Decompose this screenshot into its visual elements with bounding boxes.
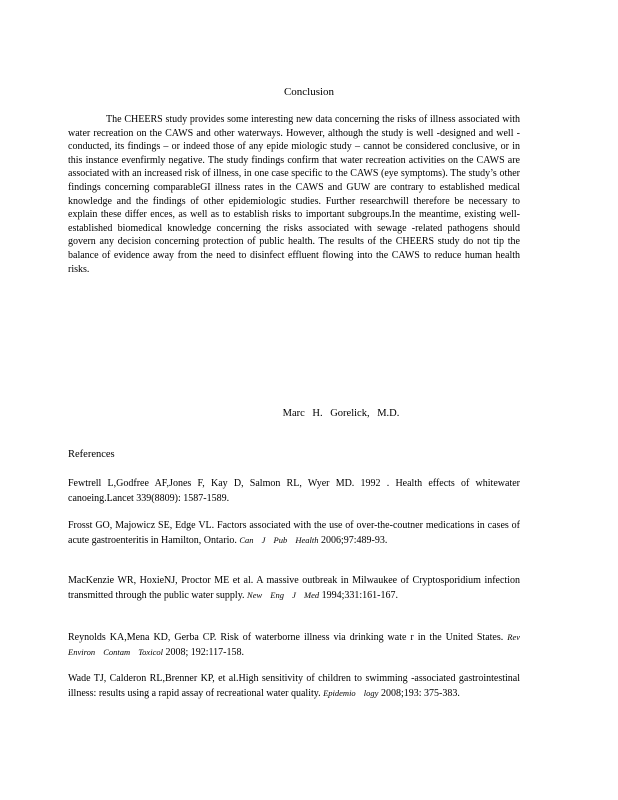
reference-text: Wade TJ, Calderon RL,Brenner KP, et al.High sensitivity of children to swimming -associated gastrointestinal illness: results using a rapid assay of recreational water quality. (68, 673, 520, 699)
reference-text: Reynolds KA,Mena KD, Gerba CP. Risk of waterborne illness via drinking wate r in the United States. (68, 632, 508, 643)
reference-journal: Can J Pub Health (239, 535, 319, 545)
reference-text: Frosst GO, Majowicz SE, Edge VL. Factors associated with the use of over-the-coutner medications in cases of acute gastroenteritis in Hamilton, Ontario. (68, 520, 520, 546)
reference-citation: 2008; 192:117-158. (162, 647, 244, 658)
reference-item (68, 519, 520, 548)
reference-text: Fewtrell L,Godfree AF,Jones F, Kay D, Salmon RL, Wyer MD. 1992 . Health effects of whitewater canoeing.Lancet 339(8809): 1587-1589. (68, 478, 520, 504)
references-heading: References (68, 449, 115, 460)
section-heading: Conclusion (283, 86, 335, 98)
author-signature: Marc H. Gorelick, M.D. (282, 408, 400, 419)
reference-item (68, 672, 520, 701)
reference-journal: New Eng J Med (247, 590, 320, 600)
reference-item (68, 477, 520, 506)
reference-item (68, 574, 520, 603)
reference-citation: 2008;193: 375-383. (378, 688, 460, 699)
conclusion-paragraph: The CHEERS study provides some interesting new data concerning the risks of illness associated with water recreation on the CAWS and other waterways. However, although the study is well -designed and well -conducted, its findings – or indeed those of any epide miologic study – cannot be considered conclusive, or in this instance evenfirmly negative. The study findings confirm that water recreation activities on the CAWS are associated with an increased risk of illness, in one case specific to the CAWS (eye symptoms). The study’s other findings concerning comparableGI illness rates in the CAWS and GUW are contrary to established medical knowledge and the findings of other epidemiologic studies. Further researchwill therefore be necessary to explain these differ ences, as well as to establish risks to important subgroups.In the meantime, existing well-established biomedical knowledge concerning the risks associated with sewage -related pathogens should govern any decision concerning protection of public health. The results of the CHEERS study do not tip the balance of evidence away from the need to disinfect effluent flowing into the CAWS to reduce human health risks. (68, 114, 520, 275)
reference-item (68, 630, 520, 660)
reference-citation: 1994;331:161-167. (319, 590, 398, 601)
reference-journal: Rev Environ Contam Toxicol (68, 632, 520, 657)
reference-text: MacKenzie WR, HoxieNJ, Proctor ME et al. A massive outbreak in Milwaukee of Cryptosporidium infection transmitted through the public water supply. (68, 575, 520, 601)
reference-journal: Epidemio logy (323, 688, 379, 698)
reference-citation: 2006;97:489-93. (318, 535, 388, 546)
